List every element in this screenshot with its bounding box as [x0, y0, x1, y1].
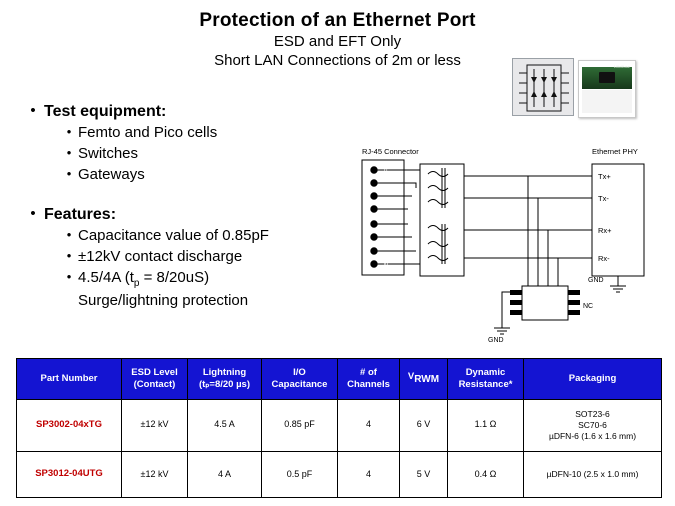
list-item-label: Femto and Pico cells [78, 124, 218, 141]
bullet-marker-icon: • [66, 247, 72, 263]
bullet-heading: Features: [44, 205, 117, 223]
phy-pin-tx-plus: Tx+ [598, 172, 611, 181]
chip-schematic-icon [513, 59, 575, 117]
column-header-esd-level: ESD Level (Contact) [122, 359, 188, 400]
phy-pin-rx-plus: Rx+ [598, 226, 612, 235]
table-header-row [17, 359, 662, 400]
cell-esd-level: ±12 kV [122, 399, 188, 451]
cell-packaging: µDFN-10 (2.5 x 1.0 mm) [524, 451, 662, 497]
spacer [22, 185, 352, 199]
brand-label: Littelfuse [613, 64, 630, 69]
bullet-marker-icon: • [66, 268, 72, 284]
package-image [599, 72, 615, 83]
column-header-packaging: Packaging [524, 359, 662, 400]
list-item [60, 291, 352, 311]
phy-pin-tx-minus: Tx- [598, 194, 609, 203]
column-header-lightning: Lightning (tₚ=8/20 µs) [188, 359, 262, 400]
pin-j8-label: J8 [382, 263, 389, 269]
list-item [60, 165, 352, 185]
product-comparison-table [16, 358, 662, 498]
cell-dynamic-resistance: 1.1 Ω [448, 399, 524, 451]
photo-background [582, 90, 632, 113]
bullet-group-features [22, 205, 352, 225]
cell-io-capacitance: 0.85 pF [262, 399, 338, 451]
schematic-drawing [352, 146, 662, 346]
sub-list-features [60, 226, 352, 311]
table-row [17, 399, 662, 451]
page-subtitle-1: ESD and EFT Only [273, 32, 402, 50]
bullet-group-test-equipment [22, 102, 352, 122]
rj45-label: RJ-45 Connector [362, 147, 419, 156]
bullet-marker-icon: • [66, 165, 72, 181]
cell-packaging: SOT23-6 SC70-6 µDFN-6 (1.6 x 1.6 mm) [524, 399, 662, 451]
sub-list-test-equipment [60, 123, 352, 185]
cell-part-number: SP3012-04UTG [17, 451, 122, 497]
bullet-marker-icon: • [30, 204, 36, 222]
nc-label: NC [583, 303, 594, 310]
cell-lightning: 4.5 A [188, 399, 262, 451]
bullet-marker-icon: • [66, 124, 72, 139]
column-header-dynamic-resistance: Dynamic Resistance* [448, 359, 524, 400]
gnd-label-bottom: GND [488, 337, 504, 344]
bullet-marker-icon [60, 291, 78, 308]
cell-esd-level: ±12 kV [122, 451, 188, 497]
package-photo [578, 60, 636, 118]
list-item-label: 4.5/4A $(t_p = 8/20uS)$ [78, 268, 210, 289]
table-row [17, 451, 662, 497]
bullet-list [22, 96, 352, 311]
list-item-label: ±12kV contact discharge [78, 247, 243, 265]
cell-dynamic-resistance: 0.4 Ω [448, 451, 524, 497]
bullet-heading: Test equipment: [44, 103, 167, 120]
ethernet-protection-schematic [352, 146, 662, 346]
chip-schematic-thumbnail [512, 58, 574, 116]
gnd-label-right: GND [588, 277, 604, 284]
list-item-label: Gateways [78, 165, 145, 183]
column-header-io-capacitance: I/O Capacitance [262, 359, 338, 400]
product-photo [512, 58, 638, 120]
bullet-marker-icon: • [30, 102, 36, 119]
cell-part-number: SP3002-04xTG [17, 399, 122, 451]
list-item [60, 226, 352, 246]
pin-j1-label: J1 [382, 169, 389, 175]
cell-vrwm: 5 V [400, 451, 448, 497]
bullet-marker-icon: • [66, 226, 72, 242]
bullet-marker-icon: • [66, 144, 72, 160]
list-item [60, 144, 352, 164]
cell-lightning: 4 A [188, 451, 262, 497]
list-item-label: Capacitance value of 0.85pF [78, 226, 269, 244]
vrwm-subscript: RWM [414, 374, 440, 386]
cell-channels: 4 [338, 451, 400, 497]
phy-pin-rx-minus: Rx- [598, 254, 610, 263]
list-item [60, 123, 352, 143]
list-item [60, 247, 352, 267]
cell-channels: 4 [338, 399, 400, 451]
list-item [60, 268, 352, 290]
page-subtitle-2: Short LAN Connections of 2m or less [214, 52, 461, 70]
list-item-label: Switches [78, 144, 139, 162]
column-header-channels: # of Channels [338, 359, 400, 400]
phy-label: Ethernet PHY [592, 147, 638, 156]
list-item-label: Surge/lightning protection [78, 291, 249, 309]
cell-vrwm: 6 V [400, 399, 448, 451]
column-header-vrwm: $V_{RWM}$ [400, 359, 448, 400]
cell-io-capacitance: 0.5 pF [262, 451, 338, 497]
column-header-part-number: Part Number [17, 359, 122, 400]
page-title: Protection of an Ethernet Port [199, 10, 476, 31]
